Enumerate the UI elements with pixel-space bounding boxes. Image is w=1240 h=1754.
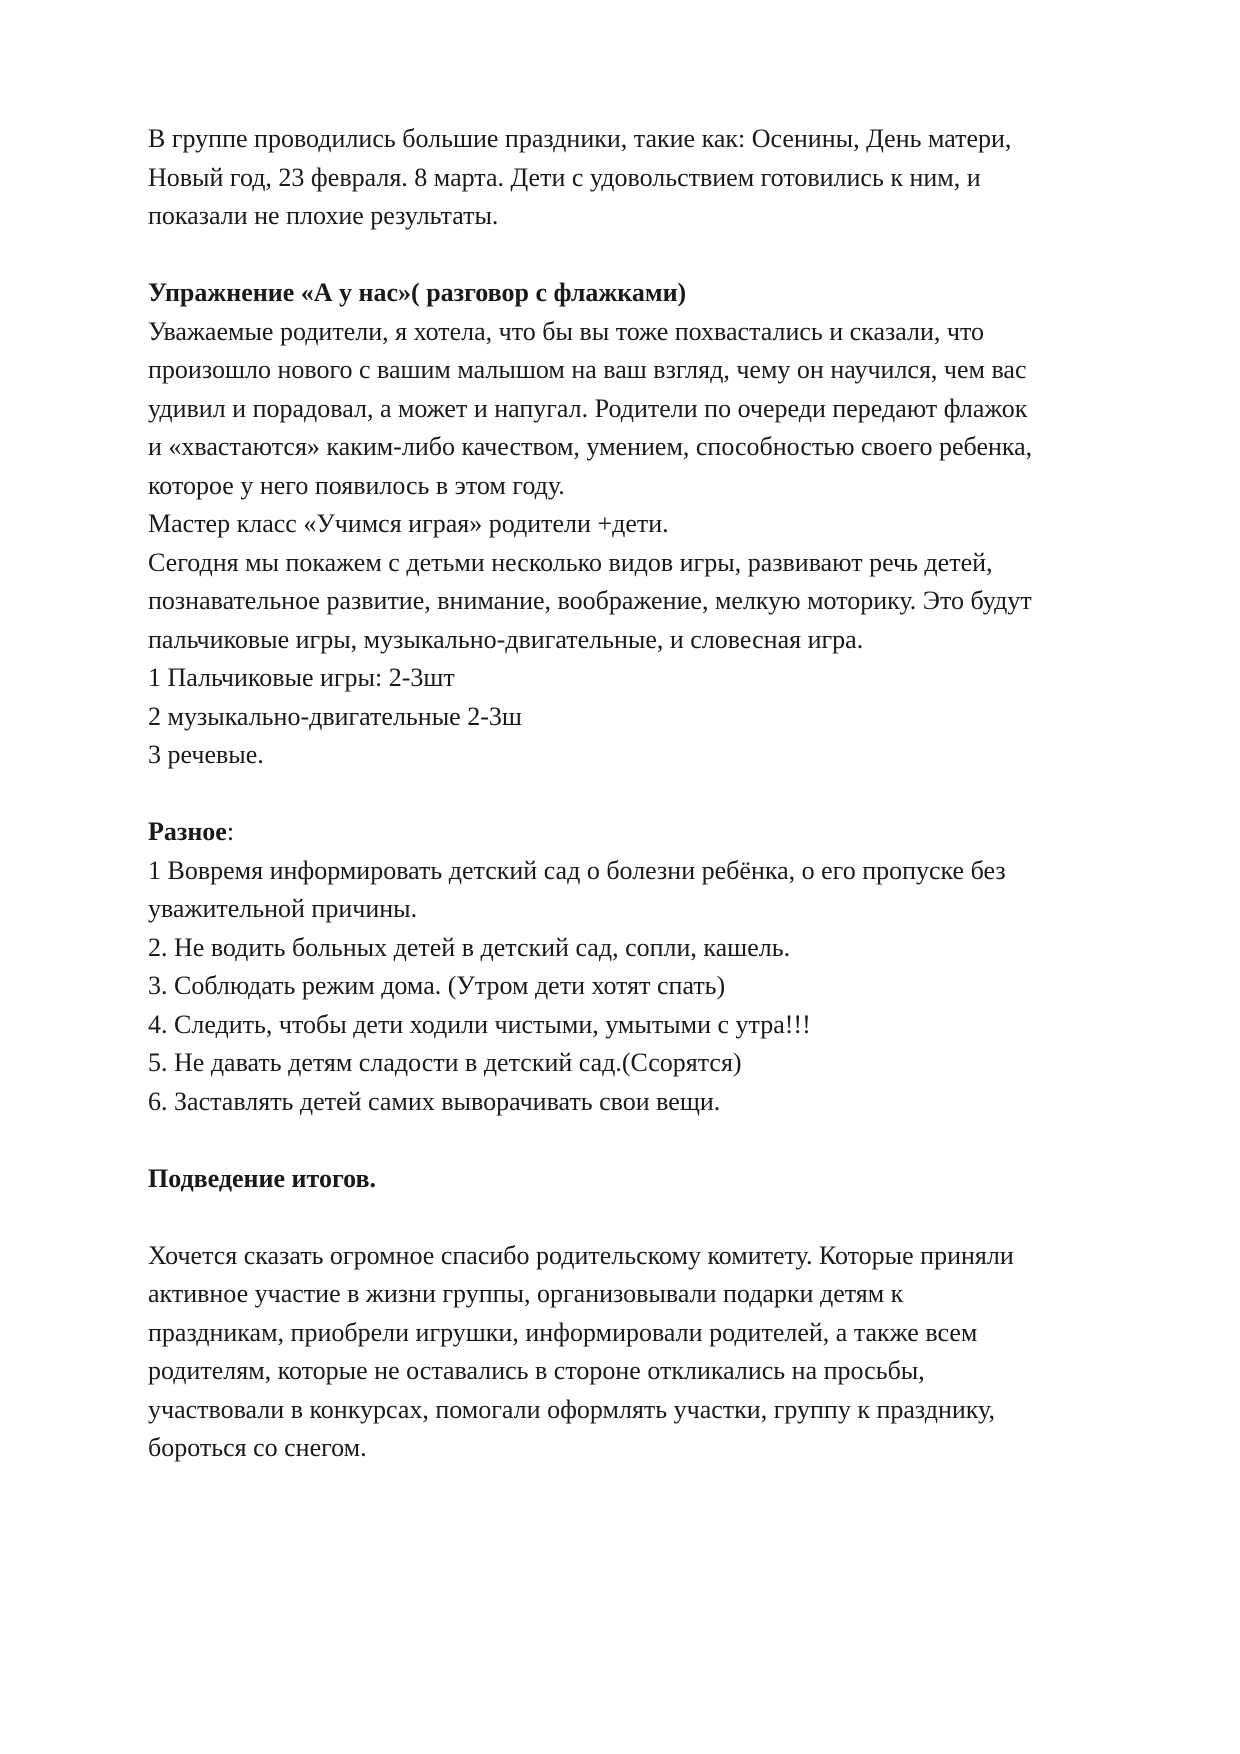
intro-line: В группе проводились большие праздники, такие как: Осенины, День матери, [148,124,1012,153]
summary-heading: Подведение итогов. [148,1163,377,1193]
summary-line: бороться со снегом. [148,1433,367,1462]
misc-heading-colon: : [226,817,235,846]
masterclass-line: познавательное развитие, внимание, воображение, мелкую моторику. Это будут [148,586,1032,615]
misc-line: 4. Следить, чтобы дети ходили чистыми, умытыми с утра!!! [148,1009,811,1039]
exercise-line: и «хвастаются» каким-либо качеством, умением, способностью своего ребенка, [148,432,1033,461]
masterclass-line: 3 речевые. [148,740,264,769]
paragraph-gap [148,775,1128,814]
summary-line: родителям, которые не оставались в стороне откликались на просьбы, [148,1356,925,1385]
misc-heading-line [148,813,1128,852]
misc-line: 1 Вовремя информировать детский сад о болезни ребёнка, о его пропуске без [148,855,1006,885]
misc-line: 6. Заставлять детей самих выворачивать свои вещи. [148,1086,721,1116]
paragraph-gap [148,236,1128,275]
masterclass-line: Сегодня мы покажем с детьми несколько видов игры, развивают речь детей, [148,547,993,577]
misc-line: уважительной причины. [148,894,418,923]
paragraph-gap [148,1121,1128,1160]
exercise-line: произошло нового с вашим малышом на ваш взгляд, чему он научился, чем вас [148,355,1027,384]
exercise-line: удивил и порадовал, а может и напугал. Родители по очереди передают флажок [148,393,1028,423]
masterclass-line: пальчиковые игры, музыкально-двигательные, и словесная игра. [148,624,864,654]
misc-line: 3. Соблюдать режим дома. (Утром дети хотят спать) [148,971,726,1000]
masterclass-line: 2 музыкально-двигательные 2-3ш [148,701,522,731]
summary-line: Хочется сказать огромное спасибо родительскому комитету. Которые приняли [148,1240,1014,1270]
document-body [148,120,1128,1468]
masterclass-line: 1 Пальчиковые игры: 2-3шт [148,663,455,692]
summary-line: праздникам, приобрели игрушки, информировали родителей, а также всем [148,1317,978,1347]
misc-heading: Разное [148,817,227,846]
exercise-line: которое у него появилось в этом году. [148,470,565,500]
paragraph-gap [148,1198,1128,1237]
misc-line: 2. Не водить больных детей в детский сад, сопли, кашель. [148,932,791,962]
intro-line: Новый год, 23 февраля. 8 марта. Дети с удовольствием готовились к ним, и [148,162,981,192]
exercise-heading: Упражнение «А у нас»( разговор с флажками) [148,278,687,307]
summary-line: активное участие в жизни группы, организовывали подарки детям к [148,1279,904,1308]
masterclass-line: Мастер класс «Учимся играя» родители +дети. [148,509,669,538]
intro-line: показали не плохие результаты. [148,201,499,230]
exercise-line: Уважаемые родители, я хотела, что бы вы тоже похвастались и сказали, что [148,316,985,346]
misc-line: 5. Не давать детям сладости в детский сад.(Ссорятся) [148,1048,742,1077]
summary-line: участвовали в конкурсах, помогали оформлять участки, группу к празднику, [148,1394,995,1424]
